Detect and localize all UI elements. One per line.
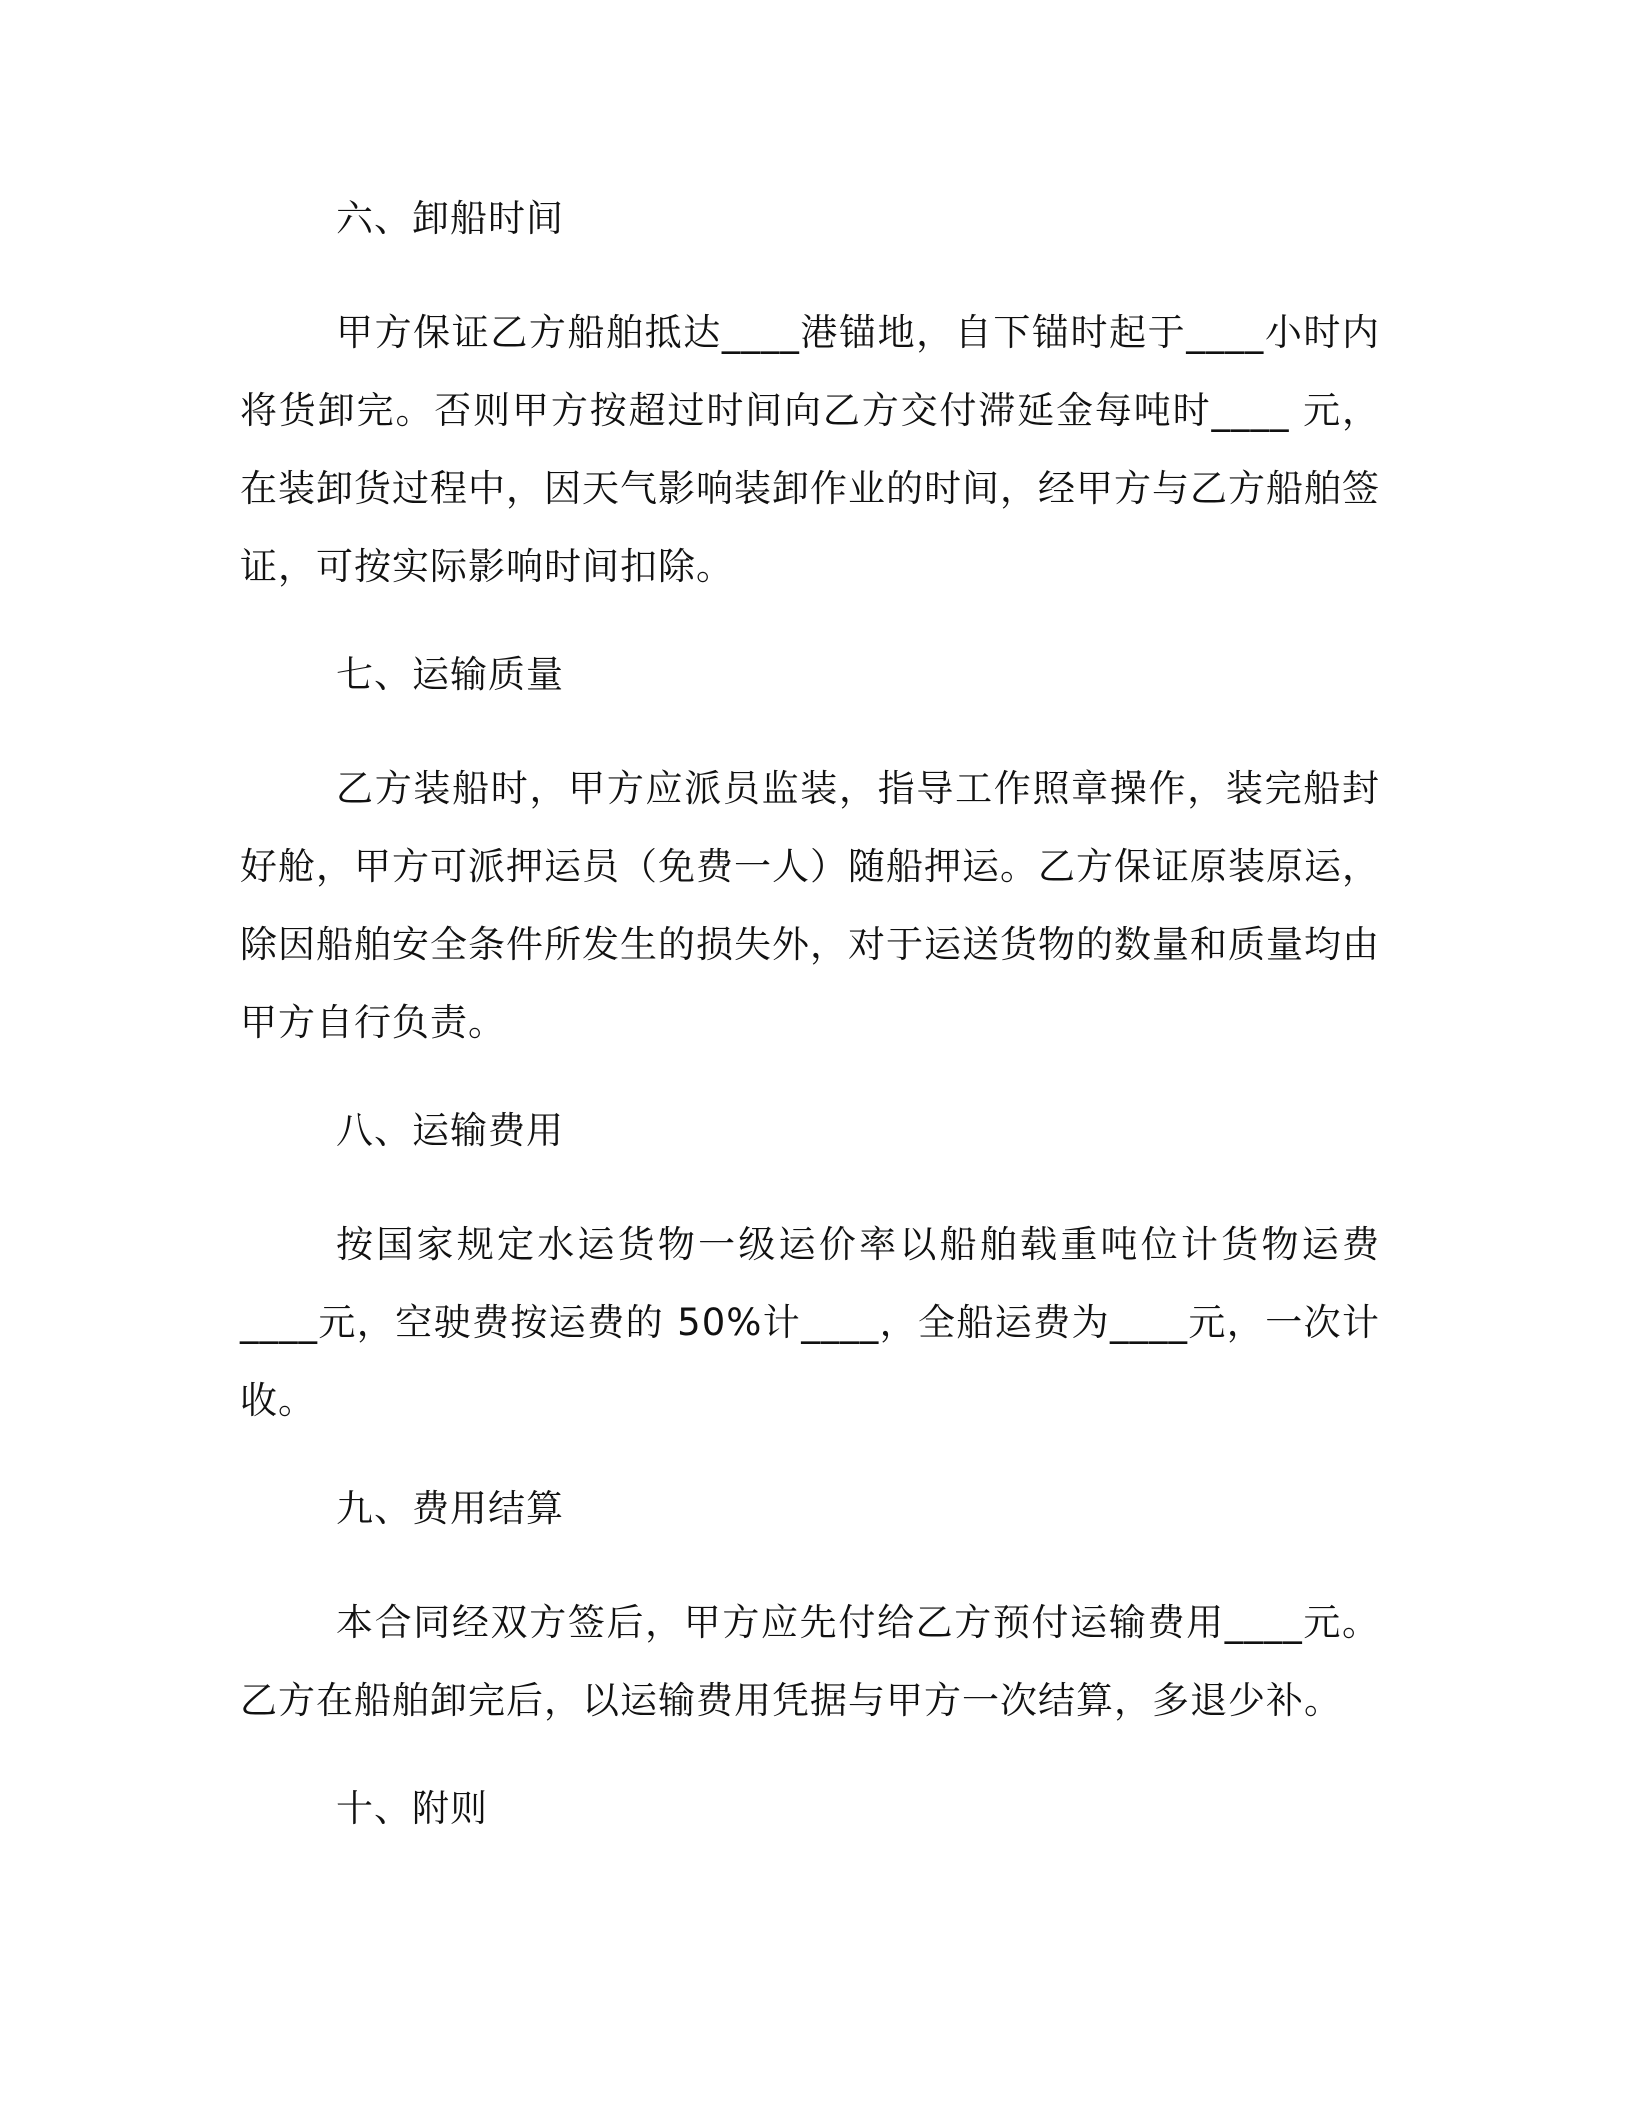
spacer (240, 248, 1380, 294)
document-content (240, 190, 1380, 1838)
section-10-heading: 十、附则 (336, 1787, 488, 1830)
spacer (240, 704, 1380, 750)
section-7-heading: 七、运输质量 (336, 653, 564, 696)
section-9-heading: 九、费用结算 (336, 1487, 564, 1530)
spacer (240, 1740, 1380, 1780)
spacer (240, 1062, 1380, 1102)
section-8-body: 按国家规定水运货物一级运价率以船舶载重吨位计货物运费____元，空驶费按运费的 50%计____，全船运费为____元，一次计收。 (240, 1223, 1380, 1422)
section-8-heading: 八、运输费用 (336, 1109, 564, 1152)
section-7-body: 乙方装船时，甲方应派员监装，指导工作照章操作，装完船封好舱，甲方可派押运员（免费一人）随船押运。乙方保证原装原运，除因船舶安全条件所发生的损失外，对于运送货物的数量和质量均由甲方自行负责。 (240, 767, 1380, 1044)
spacer (240, 1160, 1380, 1206)
spacer (240, 1440, 1380, 1480)
section-9-body: 本合同经双方签后，甲方应先付给乙方预付运输费用____元。乙方在船舶卸完后，以运输费用凭据与甲方一次结算，多退少补。 (240, 1601, 1380, 1722)
spacer (240, 606, 1380, 646)
spacer (240, 1538, 1380, 1584)
section-6-body: 甲方保证乙方船舶抵达____港锚地，自下锚时起于____小时内将货卸完。否则甲方按超过时间向乙方交付滞延金每吨时____ 元，在装卸货过程中，因天气影响装卸作业的时间，经甲方与乙方船舶签证，可按实际影响时间扣除。 (240, 311, 1380, 588)
section-6-heading: 六、卸船时间 (336, 197, 564, 240)
